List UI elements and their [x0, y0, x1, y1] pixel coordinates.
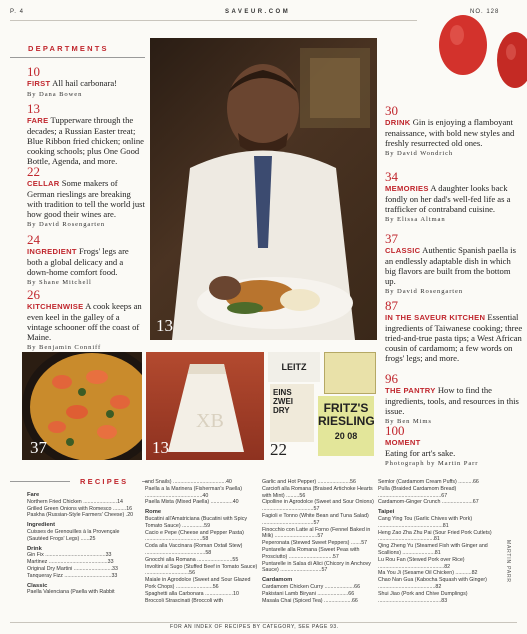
recipe-item[interactable]: Chao Nan Gua (Kabocha Squash with Ginger) .......................................82 — [378, 577, 487, 590]
recipe-item[interactable]: Masala Chai (Spiced Tea) ...................66 — [262, 597, 358, 604]
recipe-item[interactable]: Paella Valenciana (Paella with Rabbit — [27, 589, 115, 596]
magazine-url[interactable]: SAVEUR.COM — [225, 9, 291, 15]
wine-label-fritz: FRITZ'S RIESLING 20 08 — [318, 396, 374, 456]
recipe-item[interactable]: Lu Rou Fan (Stewed Pork over Rice) .............................................82 — [378, 556, 465, 570]
dept-entry-96[interactable]: 96 THE PANTRY How to find the ingredients, tools, and resources in this issue. By Ben Mims — [385, 371, 519, 425]
departments-rule — [10, 57, 145, 58]
recipe-item[interactable]: Paella a la Marinera (Fisherman's Paella) .......................................40 — [145, 485, 242, 499]
recipe-item[interactable]: Heng Zao Zha Zhu Pai (Sour Fried Pork Cutlets) ......................................81 — [378, 529, 492, 543]
recipe-item[interactable]: Carciofi alla Romana (Braised Artichoke Hearts with Mint) .........56 — [262, 485, 373, 499]
wine-label-eins-zwei-dry: EINS ZWEI DRY — [270, 384, 314, 442]
recipe-item[interactable]: Fagioli e Tonno (White Bean and Tuna Salad) ...................................57 — [262, 512, 369, 526]
main-photo-label: 13 — [156, 316, 173, 335]
dept-entry-26[interactable]: 26 KITCHENWISE A cook keeps an even keel in the galley of a vintage schooner off the coast of Maine. By Benjamin Conniff — [27, 287, 142, 351]
dept-entry-22[interactable]: 22 CELLAR Some makers of German rieslings are breaking with tradition to tell the world just how good their wines are. By David Rosengarten — [27, 164, 145, 228]
wine-labels-photo[interactable] — [268, 352, 376, 460]
recipe-category: Classic — [27, 582, 48, 589]
footer-note: FOR AN INDEX OF RECIPES BY CATEGORY, SEE PAGE 93. — [170, 624, 339, 630]
recipe-item[interactable]: Bucatini all'Amatriciana (Bucatini with Spicy Tomato Sauce) ...............59 — [145, 515, 247, 529]
recipe-item[interactable]: Coda alla Vaccinara (Roman Oxtail Stew) .........................................58 — [145, 543, 243, 556]
recipe-item[interactable]: Tanqueray Fizz ................................33 — [27, 572, 118, 579]
recipe-item[interactable]: Cacio e Pepe (Cheese and Pepper Pasta) .......................................58 — [145, 529, 244, 543]
recipe-item[interactable]: Puntarelle in Salsa di Alici (Chicory in Anchovy Sauce) ............................57 — [262, 560, 371, 574]
paella-photo-label: 37 — [30, 438, 47, 457]
wine-photo-label: 22 — [270, 440, 287, 459]
dept-entry-24[interactable]: 24 INGREDIENT Frogs' legs are both a global delicacy and a down-home comfort food. By Shane Mitchell — [27, 232, 129, 286]
recipe-item[interactable]: Cardamom-Ginger Crunch .....................67 — [378, 499, 479, 506]
recipe-item[interactable]: Pakistani Lamb Biryani .....................66 — [262, 590, 355, 597]
recipe-item[interactable]: Garlic and Hot Pepper) ......................56 — [262, 479, 356, 485]
recipe-item[interactable]: Puntarelle alla Romana (Sweet Peas with Prosciutto) ..............................57 — [262, 546, 360, 560]
paskha-photo[interactable] — [146, 352, 264, 460]
dept-entry-10[interactable]: 10 FIRST All hail carbonara! By Dana Bowen — [27, 64, 118, 98]
recipe-item[interactable]: Martinez ........................................33 — [27, 559, 114, 566]
recipes-title: RECIPES — [80, 477, 129, 486]
recipe-item[interactable]: Broccoli Strascinati (Broccoli with — [145, 597, 224, 604]
recipe-item[interactable]: Cuisses de Grenouilles à la Provençale (Sautéed Frogs' Legs) ......25 — [27, 528, 120, 542]
dept-entry-37[interactable]: 37 CLASSIC Authentic Spanish paella is an endlessly adaptable dish in which big flavors are built from the bottom up. By David Rosengarten — [385, 231, 516, 295]
recipes-col-2 — [145, 479, 260, 604]
recipe-item[interactable]: Paskha (Russian-Style Farmers' Cheese) .20 — [27, 512, 134, 519]
dept-entry-13[interactable]: 13 FARE Tupperware through the decades; a Russian Easter treat; Blue Ribbon fried chicken; online cooking schools; plus One Good Bottle, Agenda, and more. — [27, 101, 144, 166]
recipe-item[interactable]: and Snails) ....................................40 — [145, 479, 232, 485]
recipe-item[interactable]: Gnocchi alla Romana ........................55 — [145, 556, 239, 563]
recipe-item[interactable]: Cardamom Chicken Curry ....................66 — [262, 583, 361, 590]
header-rule — [10, 20, 417, 21]
recipe-category: Ingredient — [27, 522, 56, 529]
recipe-item[interactable]: Pulla (Braided Cardamom Bread) ...........................................67 — [378, 485, 457, 499]
recipe-item[interactable]: Qing Zheng Yu (Steamed Fish with Ginger and Scallions) ......................81 — [378, 543, 488, 556]
chef-illustration — [150, 38, 377, 340]
recipe-item[interactable]: Ma You Ji (Sesame Oil Chicken) ...........82 — [378, 570, 478, 577]
page-number: P. 4 — [10, 9, 24, 15]
footer-rule — [10, 622, 517, 623]
recipe-item[interactable]: Cang Ying Tou (Garlic Chives with Pork) ............................................81 — [378, 515, 473, 529]
wine-label-small — [324, 352, 376, 394]
recipe-item[interactable]: Northern Fried Chicken .......................14 — [27, 498, 123, 505]
departments-title: DEPARTMENTS — [28, 44, 109, 53]
recipe-category: Rome — [145, 509, 162, 516]
recipe-category: Cardamom — [262, 577, 293, 584]
recipe-category: Drink — [27, 545, 42, 552]
dept-entry-30[interactable]: 30 DRINK Gin is enjoying a flamboyant renaissance, with bold new styles and freshly resurrected old ones. By David Wondrich — [385, 103, 515, 157]
recipe-item[interactable]: Maiale in Agrodolce (Sweet and Sour Glazed Pork Chops) .........................56 — [145, 577, 251, 590]
recipe-item[interactable]: Paella Mixta (Mixed Paella) ...............40 — [145, 499, 239, 506]
svg-text:XB: XB — [196, 410, 224, 432]
dept-entry-34[interactable]: 34 MEMORIES A daughter looks back fondly on her dad's well-fed life as a trafficker of contraband cuisine. By Elissa Altman — [385, 169, 511, 223]
recipes-col-4 — [378, 479, 493, 604]
recipe-item[interactable]: Semlor (Cardamom Cream Puffs) ..........66 — [378, 479, 479, 485]
recipe-item[interactable]: Original Dry Martini ..........................33 — [27, 565, 118, 572]
paella-photo[interactable] — [22, 352, 142, 460]
issue-number: NO. 128 — [470, 9, 500, 15]
recipe-category: Fare — [27, 492, 40, 498]
recipe-item[interactable]: Shui Jiao (Pork and Chive Dumplings) ...........................................83 — [378, 590, 468, 604]
recipe-category: Taipei — [378, 509, 395, 516]
recipes-rule-left — [10, 481, 70, 482]
dept-entry-87[interactable]: 87 IN THE SAVEUR KITCHEN Essential ingredients of Taiwanese cooking; three tried-and-true pasta tips; a West African cousin of cardamom; a few words on frogs' legs; and more. — [385, 298, 523, 363]
dept-entry-100[interactable]: 100 MOMENT Eating for art's sake. Photograph by Martin Parr — [385, 423, 479, 467]
recipe-item[interactable]: Involtini al Sugo (Stuffed Beef in Tomato Sauce) ..............................56 — [145, 563, 258, 577]
recipe-item[interactable]: Peperonata (Stewed Sweet Peppers) .......57 — [262, 540, 368, 547]
recipe-item[interactable]: Spaghetti alla Carbonara ...................10 — [145, 590, 239, 597]
tomato-icon — [435, 0, 527, 94]
wine-label-leitz: LEITZ — [268, 352, 320, 382]
recipe-item[interactable]: Grilled Green Onions with Romesco .........16 — [27, 505, 133, 512]
photo-credit: MARTIN PARR — [505, 540, 511, 583]
recipe-item[interactable]: Cipolline in Agrodolce (Sweet and Sour Onions) ...................................57 — [262, 499, 374, 513]
recipe-item[interactable]: Finocchio con Latte al Forno (Fennel Baked in Milk) .............................57 — [262, 526, 371, 540]
recipe-item[interactable]: Gin Fix .........................................33 — [27, 552, 112, 559]
main-photo-chef[interactable] — [150, 38, 377, 340]
paskha-photo-label: 13 — [152, 438, 169, 457]
recipes-col-1 — [27, 489, 142, 596]
recipes-col-3 — [262, 479, 377, 604]
